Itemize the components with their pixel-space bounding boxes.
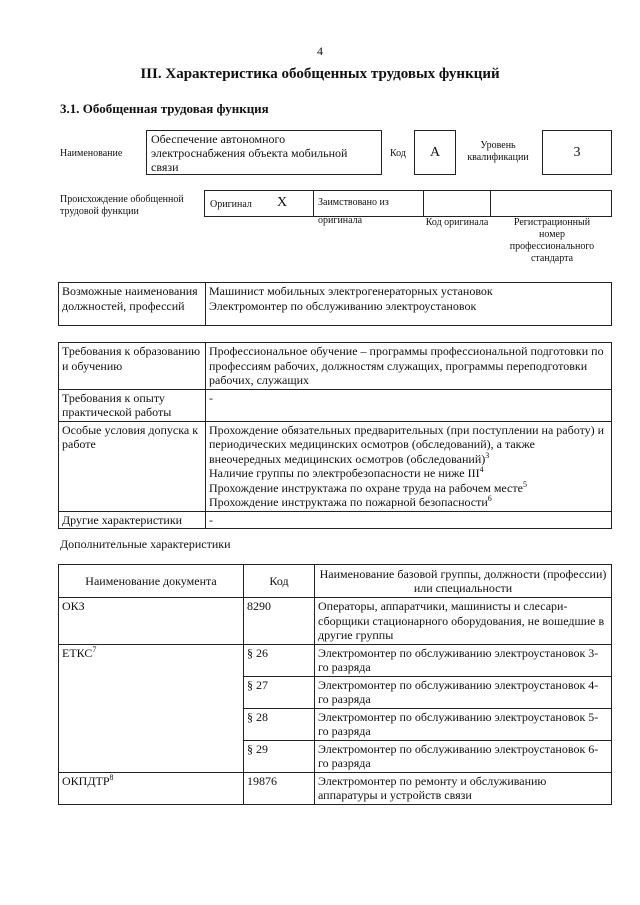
special-conditions-row	[59, 421, 612, 511]
etks-name: Электромонтер по обслуживанию электроустановок 5-го разряда	[315, 708, 612, 740]
borrowed-label: Заимствовано из оригинала	[318, 197, 389, 226]
experience-row	[59, 389, 612, 421]
other-characteristics-value: -	[206, 511, 612, 529]
positions-label: Возможные наименования должностей, профессий	[59, 283, 206, 326]
experience-value: -	[206, 389, 612, 421]
footnote-ref: 4	[479, 465, 484, 474]
col-name-header: Наименование базовой группы, должности (профессии) или специальности	[315, 565, 612, 598]
original-code-caption: Код оригинала	[425, 217, 489, 228]
col-document-header: Наименование документа	[59, 565, 244, 598]
origin-label: Происхождение обобщенной трудовой функции	[60, 194, 184, 217]
etks-code: § 26	[244, 644, 315, 676]
positions-table	[58, 282, 612, 326]
okz-doc: ОКЗ	[59, 598, 244, 645]
name-label: Наименование	[60, 148, 123, 159]
position-line: Электромонтер по обслуживанию электроустановок	[209, 298, 477, 313]
footnote-ref: 6	[487, 494, 492, 503]
function-name-box	[146, 130, 382, 175]
additional-table	[58, 564, 612, 805]
original-label: Оригинал	[210, 199, 252, 210]
okpdtr-doc: ОКПДТР$^8$	[59, 772, 244, 804]
original-code-cell	[423, 190, 491, 217]
special-condition-line: Наличие группы по электробезопасности не ниже III$^4$	[209, 465, 484, 480]
education-label: Требования к образованию и обучению	[59, 343, 206, 390]
other-characteristics-label: Другие характеристики	[59, 511, 206, 529]
education-row	[59, 343, 612, 390]
registration-number-caption: Регистрационный номер профессионального стандарта	[509, 217, 595, 264]
footnote-ref: 7	[92, 644, 97, 654]
positions-values	[206, 283, 612, 326]
code-value: А	[429, 144, 441, 160]
level-value-box	[542, 130, 612, 175]
okpdtr-name: Электромонтер по ремонту и обслуживанию аппаратуры и устройств связи	[315, 772, 612, 804]
special-condition-line: Прохождение инструктажа по охране труда на рабочем месте$^5$	[209, 479, 527, 495]
okz-code: 8290	[244, 598, 315, 645]
footnote-ref: 3	[485, 450, 490, 460]
etks-code: § 29	[244, 740, 315, 772]
special-condition-line: Прохождение инструктажа по пожарной безопасности$^6$	[209, 494, 492, 509]
original-mark: Х	[277, 195, 288, 210]
level-label: Уровень квалификации	[467, 140, 529, 163]
okpdtr-row	[59, 772, 612, 804]
etks-name: Электромонтер по обслуживанию электроустановок 6-го разряда	[315, 740, 612, 772]
etks-doc: ЕТКС$^7$	[59, 644, 244, 772]
okz-name: Операторы, аппаратчики, машинисты и слесари-сборщики стационарного оборудования, не вошедшие в другие группы	[315, 598, 612, 645]
okz-row	[59, 598, 612, 645]
requirements-table	[58, 342, 612, 529]
footnote-ref: 5	[522, 479, 527, 489]
additional-header-row	[59, 565, 612, 598]
other-characteristics-row	[59, 511, 612, 529]
special-conditions-values	[206, 421, 612, 511]
code-value-box	[414, 130, 456, 175]
borrowed-cell	[313, 190, 424, 226]
etks-code: § 28	[244, 708, 315, 740]
original-cell	[204, 190, 314, 217]
etks-name: Электромонтер по обслуживанию электроустановок 4-го разряда	[315, 676, 612, 708]
etks-row	[59, 644, 612, 676]
section-title: III. Характеристика обобщенных трудовых функций	[140, 66, 500, 82]
etks-name: Электромонтер по обслуживанию электроустановок 3-го разряда	[315, 644, 612, 676]
col-code-header: Код	[244, 565, 315, 598]
subsection-title: 3.1. Обобщенная трудовая функция	[60, 101, 269, 116]
experience-label: Требования к опыту практической работы	[59, 389, 206, 421]
additional-title: Дополнительные характеристики	[60, 537, 231, 551]
positions-row	[59, 283, 612, 326]
level-value: 3	[573, 144, 581, 160]
registration-number-cell	[490, 190, 612, 217]
education-value: Профессиональное обучение – программы профессиональной подготовки по профессиям рабочих, должностям служащих, программы переподготовки рабочих, служащих	[206, 343, 612, 390]
code-label: Код	[390, 148, 406, 159]
okpdtr-code: 19876	[244, 772, 315, 804]
special-condition-line: Прохождение обязательных предварительных (при поступлении на работу) и периодических медицинских осмотров (обследований), а также внеочередных медицинских осмотров (обследований)$^3$	[209, 422, 605, 466]
etks-code: § 27	[244, 676, 315, 708]
footnote-ref: 8	[109, 772, 114, 782]
page-number: 4	[317, 44, 323, 58]
function-name-value: Обеспечение автономного электроснабжения объекта мобильной связи	[151, 132, 348, 174]
special-conditions-label: Особые условия допуска к работе	[59, 421, 206, 511]
position-line: Машинист мобильных электрогенераторных установок	[209, 284, 493, 298]
